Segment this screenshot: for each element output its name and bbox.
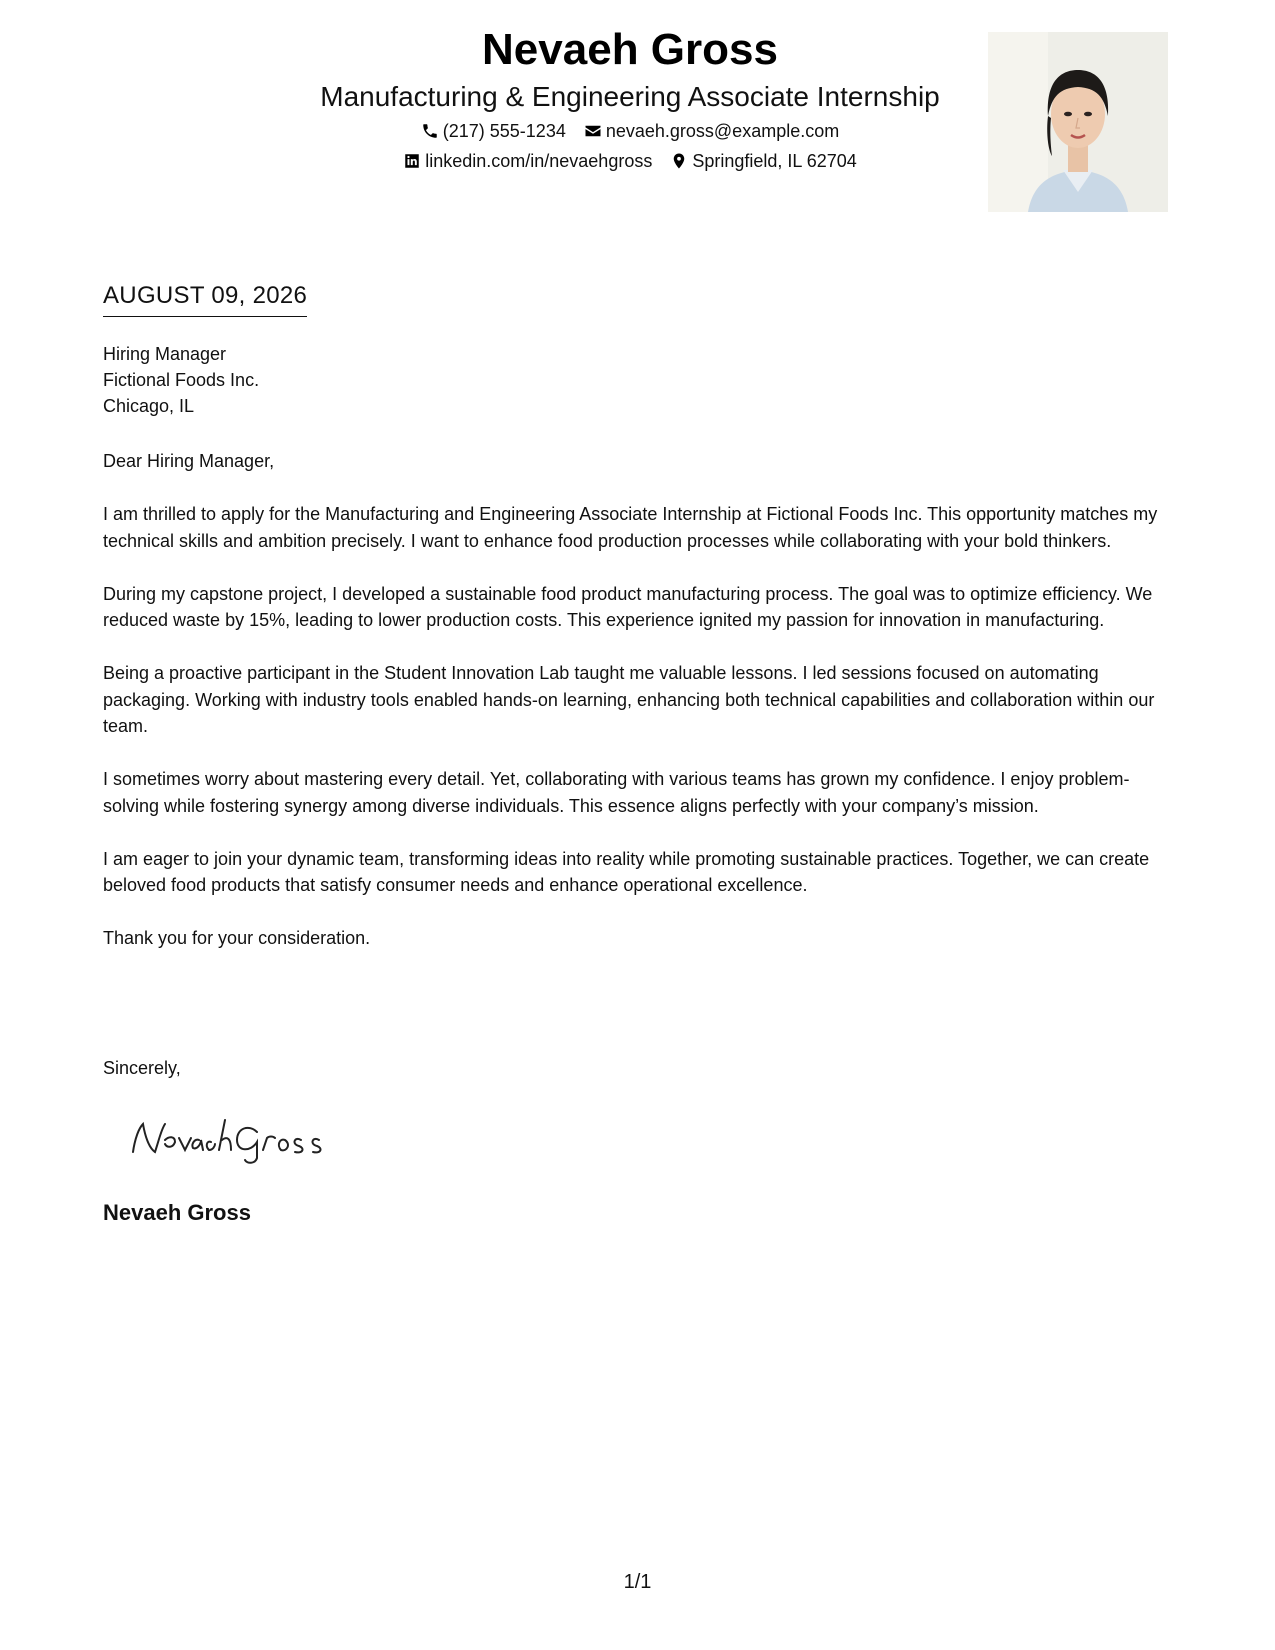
location-text: Springfield, IL 62704: [692, 151, 857, 171]
contact-row-secondary: [230, 148, 1030, 174]
letter-header: [0, 20, 1275, 220]
contact-email[interactable]: [584, 118, 839, 144]
recipient-block: [103, 341, 259, 419]
recipient-city: Chicago, IL: [103, 396, 195, 416]
letter-body: [103, 448, 1178, 978]
linkedin-text: linkedin.com/in/nevaehgross: [425, 151, 653, 171]
signer-name: Nevaeh Gross: [103, 1200, 251, 1225]
header-text: [230, 20, 1030, 174]
map-pin-icon: [670, 152, 688, 170]
portrait-image: [988, 32, 1168, 212]
body-paragraph-3: Being a proactive participant in the Student Innovation Lab taught me valuable lessons. I led sessions focused on automating packaging. Working with industry tools enabled hands-on learning, enhancing both technical capabilities and collaboration within our team.: [103, 663, 1155, 736]
recipient-company: Fictional Foods Inc.: [103, 370, 260, 390]
closing: Sincerely,: [103, 1058, 181, 1078]
profile-photo: [988, 32, 1168, 212]
page-number: 1/1: [623, 1571, 652, 1593]
linkedin-icon: [403, 152, 421, 170]
phone-icon: [421, 122, 439, 140]
letter-date: AUGUST 09, 2026: [103, 280, 307, 317]
body-paragraph-6: Thank you for your consideration.: [103, 928, 371, 948]
body-paragraph-1: I am thrilled to apply for the Manufacturing and Engineering Associate Internship at Fictional Foods Inc. This opportunity matches my technical skills and ambition precisely. I want to enhance food production processes while collaborating with your bold thinkers.: [103, 504, 1158, 551]
handwritten-signature: [125, 1110, 345, 1166]
recipient-title: Hiring Manager: [103, 344, 227, 364]
envelope-icon: [584, 122, 602, 140]
contact-phone[interactable]: [421, 118, 566, 144]
salutation: Dear Hiring Manager,: [103, 451, 275, 471]
email-text: nevaeh.gross@example.com: [605, 121, 840, 141]
body-paragraph-5: I am eager to join your dynamic team, transforming ideas into reality while promoting sustainable practices. Together, we can create beloved food products that satisfy consumer needs and enhance operational excellence.: [103, 848, 1150, 895]
contact-location: [670, 148, 856, 174]
phone-text: (217) 555-1234: [442, 121, 566, 141]
target-role: Manufacturing & Engineering Associate Internship: [320, 81, 940, 112]
contact-linkedin[interactable]: [403, 148, 652, 174]
body-paragraph-4: I sometimes worry about mastering every detail. Yet, collaborating with various teams has grown my confidence. I enjoy problem-solving while fostering synergy among diverse individuals. This essence aligns perfectly with your company’s mission.: [103, 769, 1130, 816]
applicant-name: Nevaeh Gross: [482, 25, 778, 74]
contact-row-primary: [230, 118, 1030, 144]
body-paragraph-2: During my capstone project, I developed a sustainable food product manufacturing process. The goal was to optimize efficiency. We reduced waste by 15%, leading to lower production costs. This experience ignited my passion for innovation in manufacturing.: [103, 583, 1153, 630]
